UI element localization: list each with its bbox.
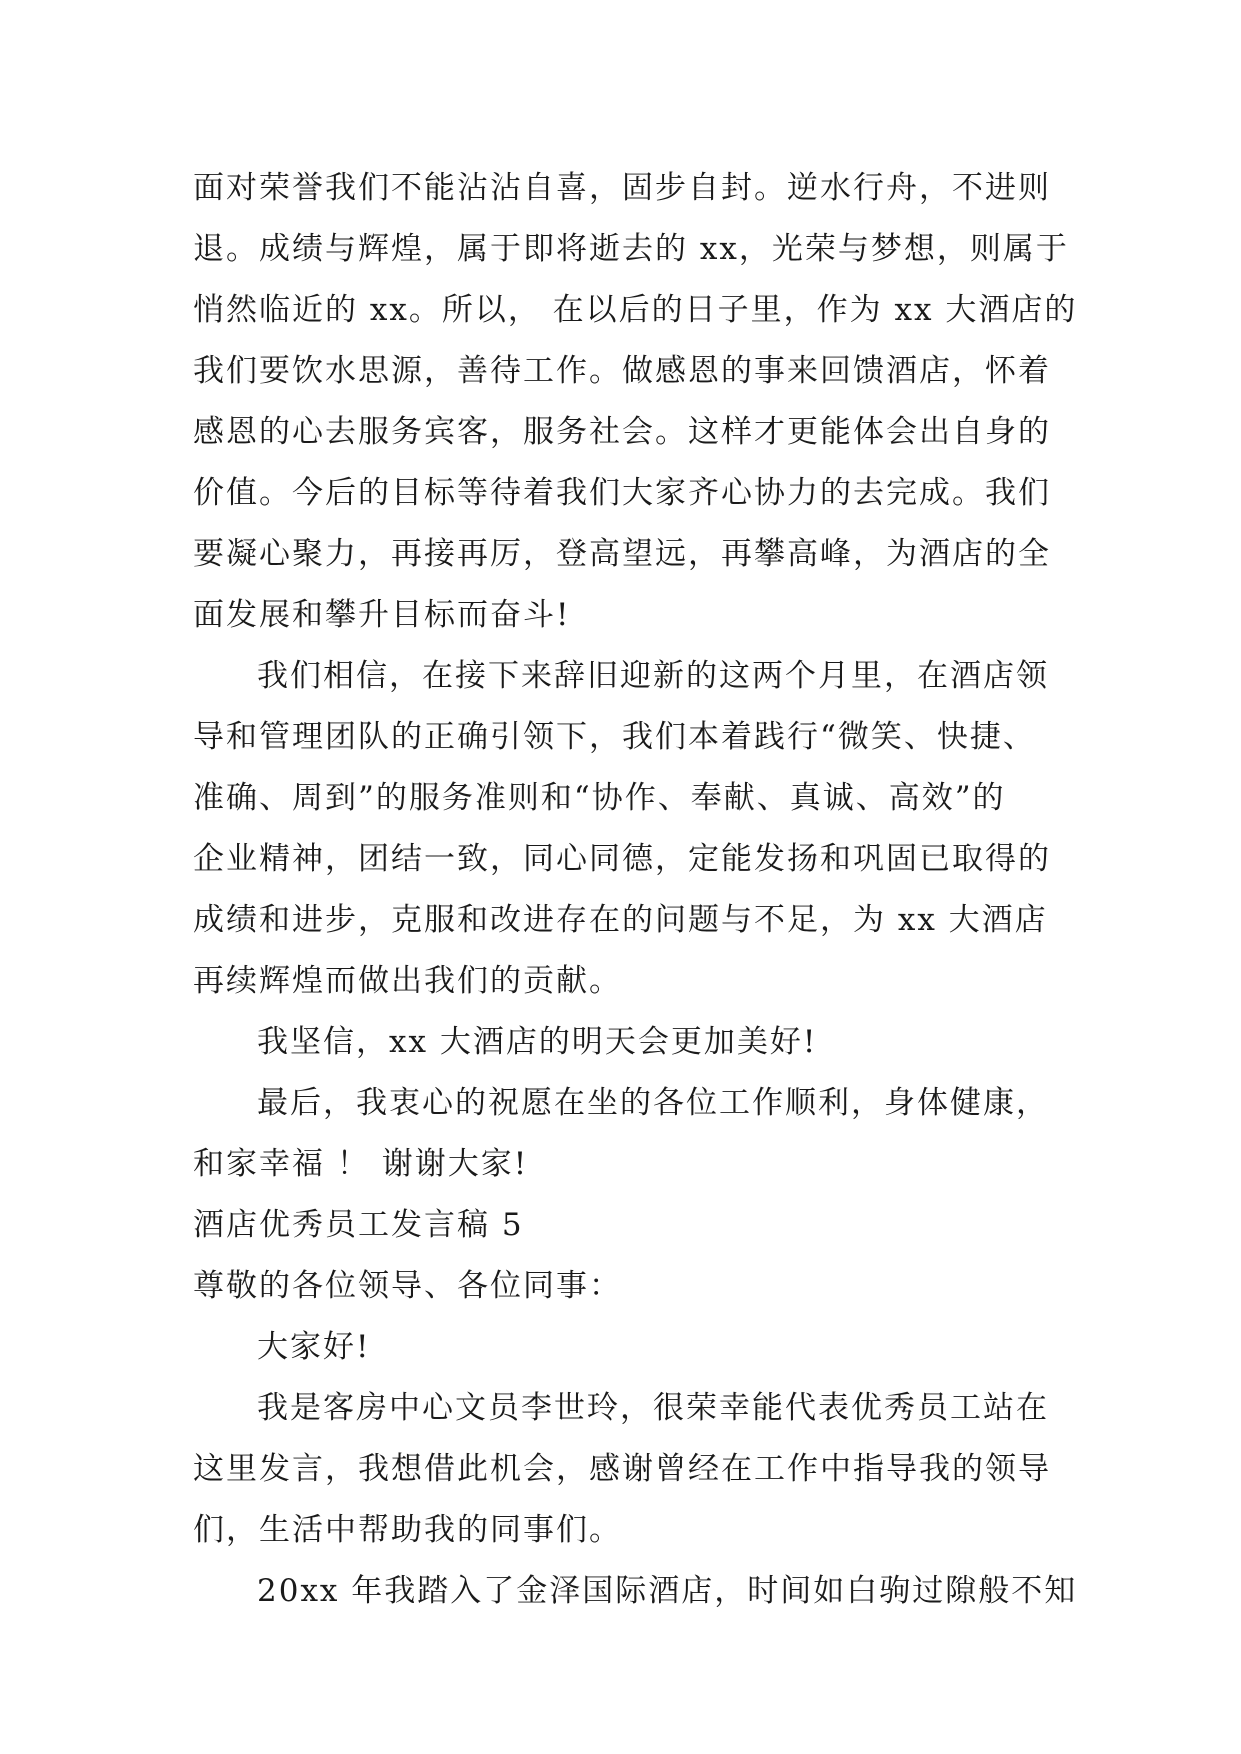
text-line: 感恩的心去服务宾客，服务社会。这样才更能体会出自身的 <box>193 414 1051 450</box>
text-line: 企业精神，团结一致，同心同德，定能发扬和巩固已取得的 <box>193 841 1051 877</box>
text-line: 我们要饮水思源，善待工作。做感恩的事来回馈酒店，怀着 <box>193 353 1051 389</box>
text-line: 最后，我衷心的祝愿在坐的各位工作顺利，身体健康， <box>257 1085 1049 1121</box>
text-line: 我们相信，在接下来辞旧迎新的这两个月里，在酒店领 <box>257 658 1049 694</box>
document-body <box>193 158 1078 1622</box>
text-line: 和家幸福 ！ 谢谢大家! <box>193 1146 529 1182</box>
text-line: 尊敬的各位领导、各位同事： <box>193 1268 622 1304</box>
text-line: 退。成绩与辉煌，属于即将逝去的 xx，光荣与梦想，则属于 <box>193 231 1069 267</box>
text-line: 悄然临近的 xx。所以， 在以后的日子里，作为 xx 大酒店的 <box>193 292 1078 328</box>
text-line: 这里发言，我想借此机会，感谢曾经在工作中指导我的领导 <box>193 1451 1051 1487</box>
text-line: 要凝心聚力，再接再厉，登高望远，再攀高峰，为酒店的全 <box>193 536 1051 572</box>
text-line: 面发展和攀升目标而奋斗! <box>193 597 571 633</box>
text-line: 导和管理团队的正确引领下，我们本着践行“微笑、快捷、 <box>193 719 1036 755</box>
text-line: 大家好! <box>257 1329 371 1365</box>
text-line: 价值。今后的目标等待着我们大家齐心协力的去完成。我们 <box>193 475 1051 511</box>
text-line: 我是客房中心文员李世玲，很荣幸能代表优秀员工站在 <box>257 1390 1049 1426</box>
text-line: 准确、周到”的服务准则和“协作、奉献、真诚、高效”的 <box>193 780 1006 816</box>
text-line: 面对荣誉我们不能沾沾自喜，固步自封。逆水行舟，不进则 <box>193 170 1051 206</box>
text-line: 们，生活中帮助我的同事们。 <box>193 1512 622 1548</box>
text-line: 酒店优秀员工发言稿 5 <box>193 1207 524 1243</box>
text-line: 再续辉煌而做出我们的贡献。 <box>193 963 622 999</box>
text-line: 我坚信，xx 大酒店的明天会更加美好! <box>257 1024 818 1060</box>
text-line: 成绩和进步，克服和改进存在的问题与不足，为 xx 大酒店 <box>193 902 1048 938</box>
text-line: 20xx 年我踏入了金泽国际酒店，时间如白驹过隙般不知 <box>257 1573 1078 1609</box>
